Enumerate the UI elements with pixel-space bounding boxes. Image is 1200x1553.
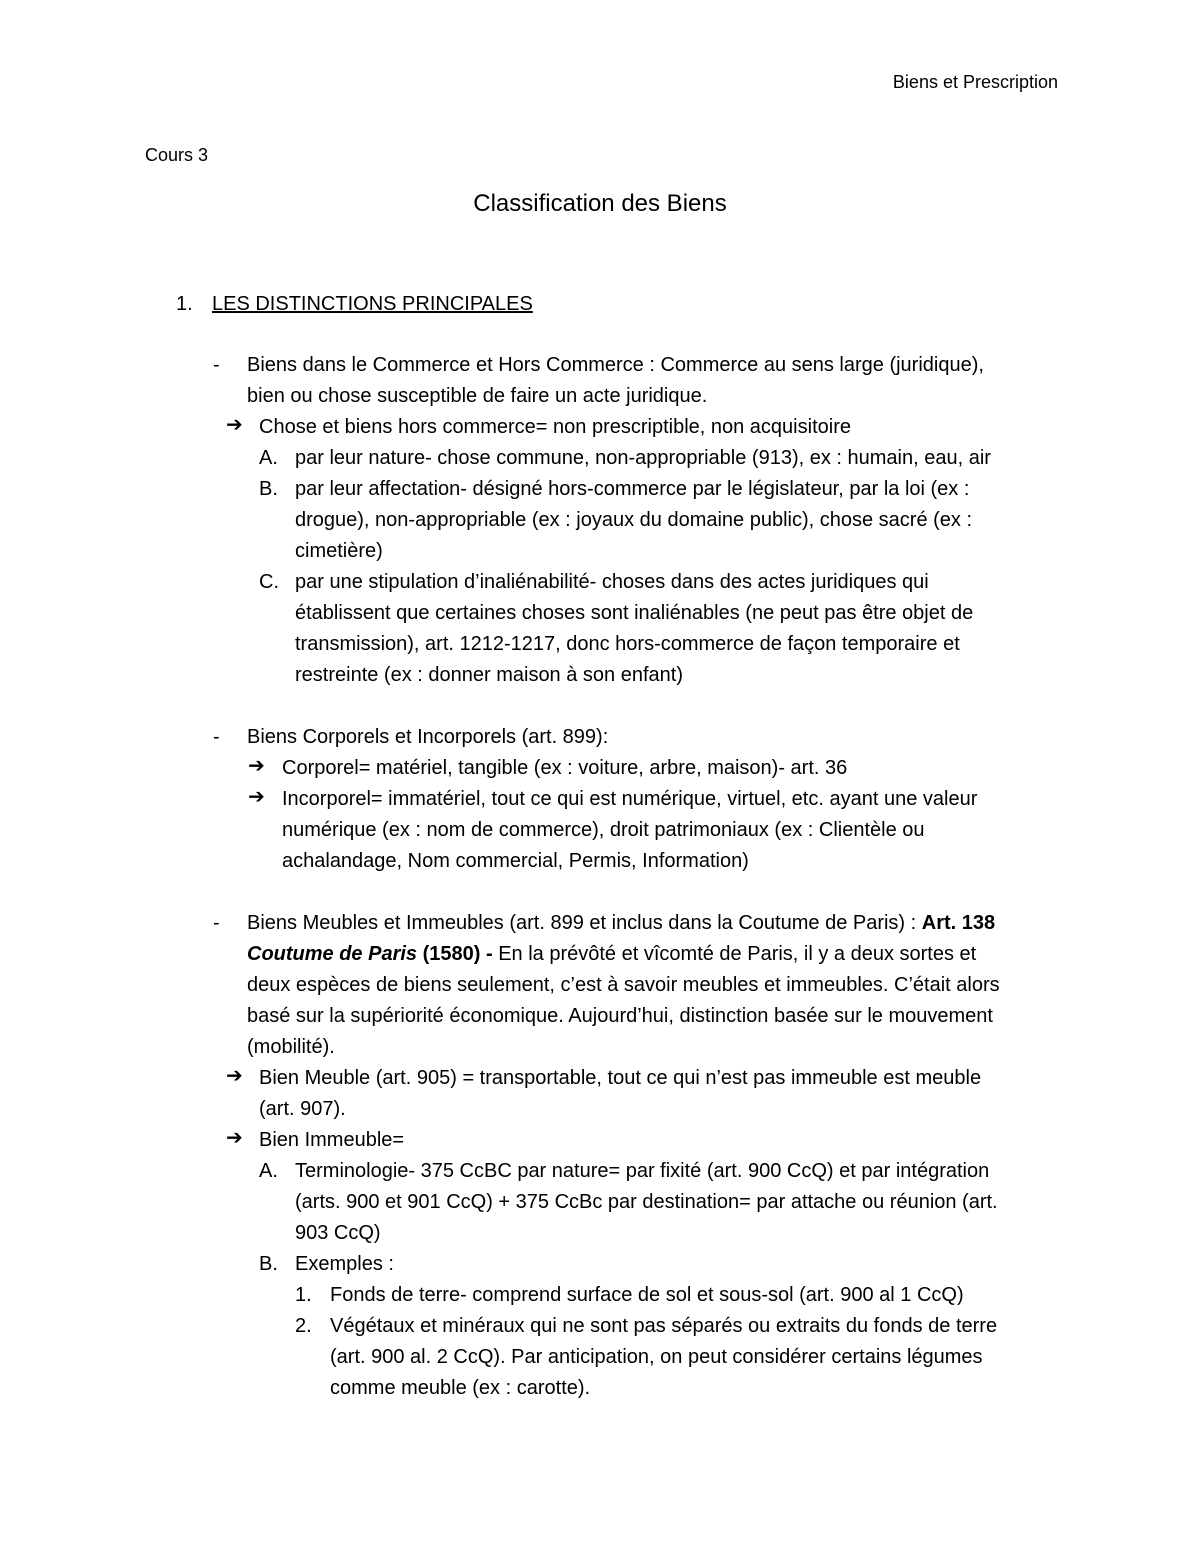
paragraph-line: Terminologie- 375 CcBC par nature= par fixité (art. 900 CcQ) et par intégration xyxy=(295,1160,990,1182)
text-run: Biens Meubles et Immeubles (art. 899 et inclus dans la Coutume de Paris) : xyxy=(247,912,922,934)
arrow-icon: ➔ xyxy=(226,1127,243,1149)
course-number: Cours 3 xyxy=(145,145,209,165)
paragraph-line: comme meuble (ex : carotte). xyxy=(330,1377,591,1399)
paragraph-line: établissent que certaines choses sont inaliénables (ne peut pas être objet de xyxy=(295,602,974,624)
paragraph-line xyxy=(247,939,976,970)
paragraph-line: (art. 900 al. 2 CcQ). Par anticipation, on peut considérer certains légumes xyxy=(330,1346,983,1368)
paragraph-line: achalandage, Nom commercial, Permis, Information) xyxy=(282,850,749,872)
list-label: A. xyxy=(259,447,278,469)
list-label: B. xyxy=(259,478,278,500)
paragraph-line: cimetière) xyxy=(295,540,383,562)
paragraph-line: Fonds de terre- comprend surface de sol et sous-sol (art. 900 al 1 CcQ) xyxy=(330,1284,964,1306)
section-title: LES DISTINCTIONS PRINCIPALES xyxy=(212,293,533,315)
arrow-icon: ➔ xyxy=(248,755,265,777)
list-label: C. xyxy=(259,571,279,593)
paragraph-line: par leur affectation- désigné hors-commerce par le législateur, par la loi (ex : xyxy=(295,478,970,500)
paragraph-line: bien ou chose susceptible de faire un acte juridique. xyxy=(247,385,708,407)
arrow-icon: ➔ xyxy=(226,1065,243,1087)
paragraph-line: deux espèces de biens seulement, c’est à savoir meubles et immeubles. C’était alors xyxy=(247,974,1000,996)
list-label: B. xyxy=(259,1253,278,1275)
paragraph-line: 903 CcQ) xyxy=(295,1222,381,1244)
arrow-icon: ➔ xyxy=(248,786,265,808)
list-label: 1. xyxy=(295,1284,312,1306)
paragraph-line: Végétaux et minéraux qui ne sont pas séparés ou extraits du fonds de terre xyxy=(330,1315,998,1337)
paragraph-line xyxy=(247,908,995,939)
arrow-icon: ➔ xyxy=(226,414,243,436)
paragraph-line: Biens dans le Commerce et Hors Commerce : Commerce au sens large (juridique), xyxy=(247,354,984,376)
paragraph-line: par leur nature- chose commune, non-appropriable (913), ex : humain, eau, air xyxy=(295,447,991,469)
paragraph-line: numérique (ex : nom de commerce), droit patrimoniaux (ex : Clientèle ou xyxy=(282,819,925,841)
section-number: 1. xyxy=(176,293,193,315)
paragraph-line: par une stipulation d’inaliénabilité- choses dans des actes juridiques qui xyxy=(295,571,929,593)
text-run-bold: (1580) - xyxy=(417,943,499,965)
bullet-dash: - xyxy=(213,912,220,934)
list-label: 2. xyxy=(295,1315,312,1337)
bullet-dash: - xyxy=(213,354,220,376)
text-run: En la prévôté et vîcomté de Paris, il y a deux sortes et xyxy=(498,943,977,965)
paragraph-line: drogue), non-appropriable (ex : joyaux du domaine public), chose sacré (ex : xyxy=(295,509,973,531)
paragraph-line: Exemples : xyxy=(295,1253,394,1275)
paragraph-line: (art. 907). xyxy=(259,1098,346,1120)
paragraph-line: Chose et biens hors commerce= non prescriptible, non acquisitoire xyxy=(259,416,851,438)
paragraph-line: Biens Corporels et Incorporels (art. 899): xyxy=(247,726,609,748)
paragraph-line: Bien Immeuble= xyxy=(259,1129,405,1151)
page-title: Classification des Biens xyxy=(473,190,727,217)
bullet-dash: - xyxy=(213,726,220,748)
paragraph-line: Corporel= matériel, tangible (ex : voiture, arbre, maison)- art. 36 xyxy=(282,757,848,779)
paragraph-line: restreinte (ex : donner maison à son enfant) xyxy=(295,664,683,686)
paragraph-line: basé sur la supériorité économique. Aujourd’hui, distinction basée sur le mouvement xyxy=(247,1005,993,1027)
paragraph-line: (mobilité). xyxy=(247,1036,335,1058)
list-label: A. xyxy=(259,1160,278,1182)
paragraph-line: Bien Meuble (art. 905) = transportable, tout ce qui n’est pas immeuble est meuble xyxy=(259,1067,982,1089)
text-run-bold: Art. 138 xyxy=(921,912,996,934)
text-run-bold-italic: Coutume de Paris xyxy=(247,943,418,965)
running-header: Biens et Prescription xyxy=(892,72,1058,92)
paragraph-line: transmission), art. 1212-1217, donc hors-commerce de façon temporaire et xyxy=(295,633,960,655)
paragraph-line: (arts. 900 et 901 CcQ) + 375 CcBc par destination= par attache ou réunion (art. xyxy=(295,1191,998,1213)
paragraph-line: Incorporel= immatériel, tout ce qui est numérique, virtuel, etc. ayant une valeur xyxy=(282,788,978,810)
